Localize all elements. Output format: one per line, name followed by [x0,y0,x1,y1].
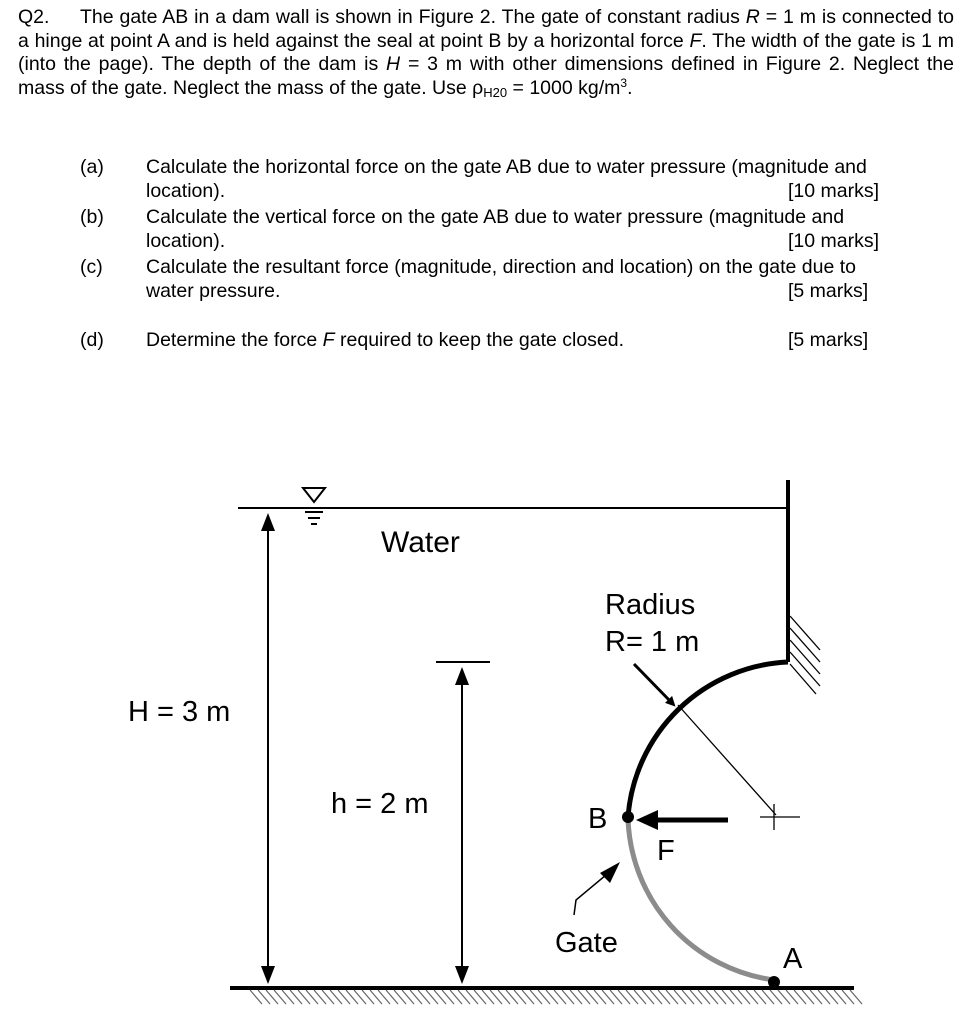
point-A-hinge [768,976,780,988]
symbol-H: H [386,53,401,75]
radius-label-2: R= 1 m [605,626,700,658]
point-B-label: B [588,803,608,835]
force-F-label: F [657,835,675,867]
intro-text-1: The gate AB in a dam wall is shown in Figure 2. The gate of constant radius [80,6,746,28]
unit-exponent: 3 [620,75,628,90]
symbol-R: R [745,6,760,28]
part-line-2: water pressure. [146,280,281,302]
h-arrow-top [455,667,469,685]
radius-line [678,705,776,815]
gate-label: Gate [555,927,618,959]
point-B-marker [622,811,634,823]
H-arrow-bottom [261,966,275,984]
part-line-1-post: required to keep the gate closed. [334,329,625,351]
symbol-F: F [322,329,335,351]
radius-pointer-arrow [634,664,672,703]
h-label: h = 2 m [331,788,429,820]
part-label: (a) [80,156,104,178]
question-number: Q2. [18,6,50,28]
part-marks: [5 marks] [788,329,869,351]
wall-hatching [790,616,820,694]
rho-subscript: H20 [483,84,508,100]
intro-text-5: = 1000 kg/m [507,76,621,99]
force-F-arrowhead [636,810,658,830]
part-line-1: Calculate the horizontal force on the gate AB due to water pressure (magnitude and [146,156,867,178]
part-label: (b) [80,206,104,228]
intro-text-4: = 3 m with other dimensions defined in Figure 2. Neglect the mass of the gate. Neglect the mass of the gate. Use [18,53,954,99]
part-marks: [10 marks] [788,230,880,252]
symbol-rho: ρ [472,76,484,99]
symbol-F: F [689,29,702,52]
ground-hatching [250,990,862,1004]
water-label: Water [381,526,460,559]
part-line-1-pre: Determine the force [146,329,323,351]
radius-label-1: Radius [605,589,696,621]
part-label: (c) [80,256,103,278]
gate-AB [628,817,774,980]
h-arrow-bottom [455,966,469,984]
water-level-symbol [303,488,325,524]
part-line-1: Calculate the resultant force (magnitude, direction and location) on the gate due to [146,256,857,278]
part-marks: [5 marks] [788,280,869,302]
gate-pointer-arrowhead [600,862,620,883]
intro-text-3: . The width of the gate is 1 m (into the page). The depth of the dam is [18,29,954,75]
point-A-label: A [783,943,803,975]
H-label: H = 3 m [128,696,231,728]
part-line-2: location). [146,230,226,252]
part-line-1: Calculate the vertical force on the gate AB due to water pressure (magnitude and [146,206,845,228]
part-marks: [10 marks] [788,180,880,202]
H-arrow-top [261,513,275,531]
intro-text-6: . [627,76,633,99]
part-line-2: location). [146,180,226,202]
intro-text-2: = 1 m is connected to a hinge at point A and is held against the seal at point B by a horizontal force [18,6,954,52]
part-label: (d) [80,329,104,351]
